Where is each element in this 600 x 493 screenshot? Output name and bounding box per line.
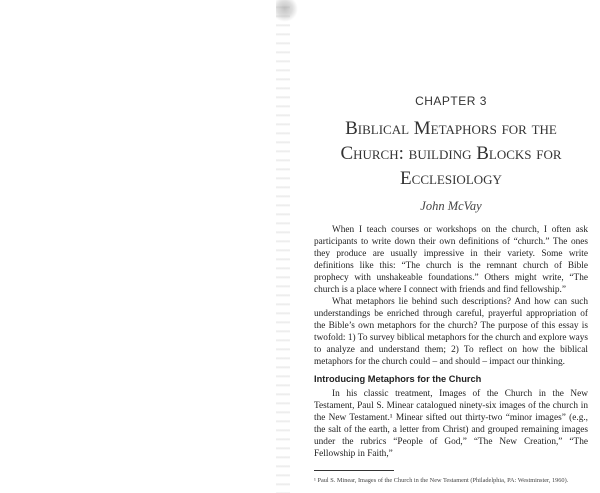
chapter-label: CHAPTER 3 [415, 94, 487, 108]
chapter-title: Biblical Metaphors for the Church: building Blocks for Ecclesiology [340, 118, 562, 189]
paragraph: In his classic treatment, Images of the Church in the New Testament, Paul S. Minear catalogued ninety-six images of the church in the New Testament.¹ Minear sifted out thirty-two “minor images” (e.g., the salt of the earth, a letter from Christ) and grouped remaining images under the rubrics “People of God,” “The New Creation,” “The Fellowship in Faith,” [314, 389, 588, 459]
paragraph: When I teach courses or workshops on the church, I often ask participants to write down their own definitions of “church.” The ones they produce are usually impressive in their variety. Some write definitions like this: “The church is the remnant church of Bible prophecy with unshakeable foundations.” Others might write, “The church is a place where I connect with friends and find fellowship.” [314, 225, 588, 295]
footnote: ¹ Paul S. Minear, Images of the Church in the New Testament (Philadelphia, PA: Westminster, 1960). [314, 477, 569, 484]
document-page [314, 0, 588, 493]
body-text [314, 224, 588, 460]
author-name: John McVay [420, 199, 482, 213]
paragraph: What metaphors lie behind such descriptions? And how can such understandings be enriched through careful, prayerful appropriation of the Bible’s own metaphors for the church? The purpose of this essay is twofold: 1) To survey biblical metaphors for the church and explore ways to analyze and understand them; 2) To reflect on how the biblical metaphors for the church could – and should – impact our thinking. [314, 297, 588, 367]
scan-binding-edge [276, 0, 290, 493]
section-heading: Introducing Metaphors for the Church [314, 374, 482, 384]
footnote-divider [314, 470, 394, 471]
scan-artifact [276, 0, 298, 22]
